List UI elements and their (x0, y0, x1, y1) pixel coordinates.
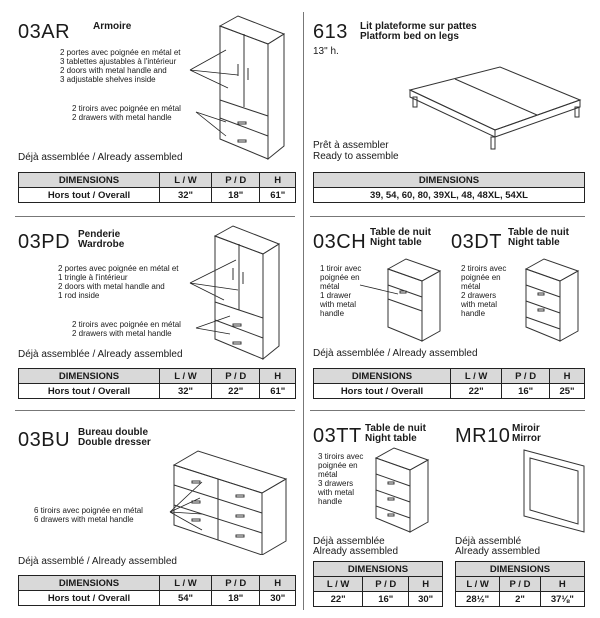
armoire-dims-table: DIMENSIONS L / W P / D H Hors tout / Overall 32" 18" 61" (18, 172, 296, 203)
dresser-title-en: Double dresser (78, 437, 151, 448)
nightstand-tt-title-en: Night table (365, 433, 417, 444)
nightstand-ch-title-en: Night table (370, 237, 422, 248)
bed-illustration (405, 55, 585, 155)
wardrobe-note-doors: 2 portes avec poignée en métal et 1 tringle à l'intérieur 2 doors with metal handle and 1 rod inside (58, 264, 179, 300)
nightstand-tt-dims-table: DIMENSIONS L / W P / D H 22" 16" 30" (313, 561, 443, 607)
wardrobe-title-en: Wardrobe (78, 239, 125, 250)
nightstand-tt-code: 03TT (313, 425, 362, 447)
bed-code: 613 (313, 21, 348, 43)
mirror-dims-table: DIMENSIONS L / W P / D H 28½" 2" 37⅛" (455, 561, 585, 607)
mirror-illustration (518, 446, 588, 536)
night-pair-assembled: Déjà assemblée / Already assembled (313, 348, 478, 359)
wardrobe-assembled: Déjà assemblée / Already assembled (18, 349, 183, 360)
mirror-title-fr: Miroir (512, 423, 540, 434)
nightstand-tt-illustration (372, 444, 432, 536)
divider-right-2 (310, 410, 585, 411)
armoire-title: Armoire (93, 21, 132, 32)
nightstand-dt-note: 2 tiroirs avec poignée en métal 2 drawers with metal handle (461, 264, 507, 318)
wardrobe-dims-table: DIMENSIONS L / W P / D H Hors tout / Overall 32" 22" 61" (18, 368, 296, 399)
nightstand-dt-title-fr: Table de nuit (508, 227, 569, 238)
nightstand-tt-title-fr: Table de nuit (365, 423, 426, 434)
divider-right-1 (310, 216, 585, 217)
armoire-assembled: Déjà assemblée / Already assembled (18, 152, 183, 163)
armoire-code: 03AR (18, 21, 71, 43)
bed-ready-en: Ready to assemble (313, 151, 399, 162)
dresser-note: 6 tiroirs avec poignée en métal 6 drawers with metal handle (34, 506, 143, 524)
bed-title-fr: Lit plateforme sur pattes (360, 21, 477, 32)
dresser-illustration (170, 445, 290, 555)
nightstand-dt-code: 03DT (451, 231, 502, 253)
nightstand-tt-assembled-fr: Déjà assemblée (313, 536, 385, 547)
wardrobe-note-drawers: 2 tiroirs avec poignée en métal 2 drawers with metal handle (72, 320, 181, 338)
nightstand-ch-title-fr: Table de nuit (370, 227, 431, 238)
dresser-title-fr: Bureau double (78, 427, 149, 438)
dresser-assembled: Déjà assemblé / Already assembled (18, 556, 177, 567)
nightstand-tt-assembled-en: Already assembled (313, 546, 399, 557)
mirror-assembled-fr: Déjà assemblé (455, 536, 522, 547)
mirror-code: MR10 (455, 425, 511, 447)
nightstand-tt-note: 3 tiroirs avec poignée en métal 3 drawers with metal handle (318, 452, 364, 506)
dresser-code: 03BU (18, 429, 71, 451)
nightstand-ch-code: 03CH (313, 231, 367, 253)
nightstand-ch-note: 1 tiroir avec poignée en métal 1 drawer with metal handle (320, 264, 362, 318)
nightstand-dt-illustration (522, 255, 582, 345)
mirror-assembled-en: Already assembled (455, 546, 541, 557)
bed-title-en: Platform bed on legs (360, 31, 459, 42)
mirror-title-en: Mirror (512, 433, 541, 444)
wardrobe-title-fr: Penderie (78, 229, 121, 240)
dresser-dims-table: DIMENSIONS L / W P / D H Hors tout / Overall 54" 18" 30" (18, 575, 296, 606)
night-pair-dims-table: DIMENSIONS L / W P / D H Hors tout / Overall 22" 16" 25" (313, 368, 585, 399)
bed-height: 13" h. (313, 46, 339, 57)
bed-ready-fr: Prêt à assembler (313, 140, 389, 151)
bed-dims-table: DIMENSIONS 39, 54, 60, 80, 39XL, 48, 48XL, 54XL (313, 172, 585, 203)
wardrobe-code: 03PD (18, 231, 71, 253)
vertical-divider (303, 12, 304, 610)
nightstand-ch-pointer (350, 270, 450, 330)
armoire-note-doors: 2 portes avec poignée en métal et 3 tablettes ajustables à l'intérieur 2 doors with metal handle and 3 adjustable shelves inside (60, 48, 181, 84)
nightstand-dt-title-en: Night table (508, 237, 560, 248)
armoire-note-drawers: 2 tiroirs avec poignée en métal 2 drawers with metal handle (72, 104, 181, 122)
